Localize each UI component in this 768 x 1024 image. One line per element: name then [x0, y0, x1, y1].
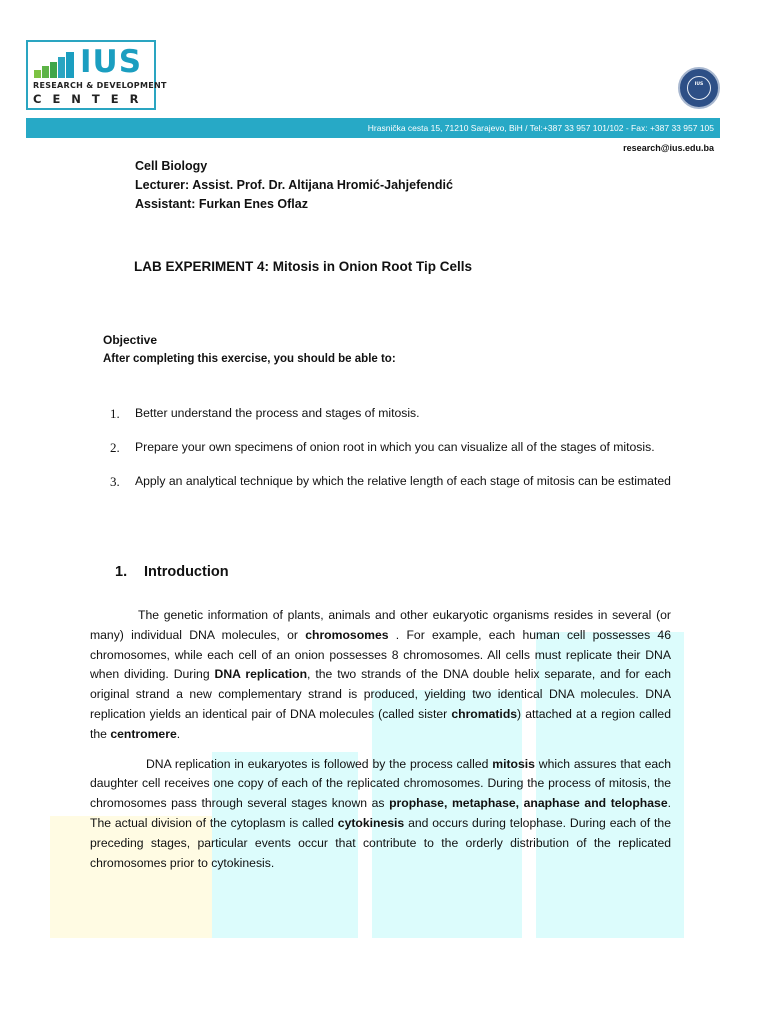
objective-intro: After completing this exercise, you should be able to: — [103, 353, 396, 365]
course-name: Cell Biology — [135, 159, 208, 173]
seal-text: IUS — [694, 82, 704, 87]
text-run: which assures that each daughter cell receives one copy of each of the replicated chromosomes. During the process of mitosis, the chromosomes pass through several stages known as — [90, 756, 672, 811]
term-mitosis: mitosis — [492, 756, 535, 771]
section-heading-introduction — [115, 564, 229, 580]
ius-logo — [26, 40, 167, 110]
section-number: 1. — [115, 564, 128, 580]
logo-subtitle: RESEARCH & DEVELOPMENT — [33, 81, 167, 90]
header-address: Hrasnička cesta 15, 71210 Sarajevo, BiH / Tel:+387 33 957 101/102 - Fax: +387 33 957 105 — [367, 123, 714, 133]
text-run: The genetic information of plants, animals and other eukaryotic organisms resides in several (or many) individual DNA molecules, or — [90, 608, 671, 642]
list-item-text: Apply an analytical technique by which the relative length of each stage of mitosis can be estimated — [135, 474, 671, 488]
lab-title: LAB EXPERIMENT 4: Mitosis in Onion Root Tip Cells — [134, 259, 473, 274]
bar-chart-logo-icon — [34, 50, 76, 78]
paragraph-2 — [90, 755, 671, 874]
term-cytokinesis: cytokinesis — [337, 815, 405, 830]
logo-wordmark: IUS — [80, 44, 143, 80]
term-centromere: centromere — [110, 726, 177, 741]
text-run: . The actual division of the cytoplasm is called — [90, 796, 671, 830]
objective-heading: Objective — [103, 333, 158, 347]
lecturer-line: Lecturer: Assist. Prof. Dr. Altijana Hromić-Jahjefendić — [135, 178, 453, 192]
text-run: DNA replication in eukaryotes is followed by the process called — [146, 756, 493, 771]
term-chromatids: chromatids — [451, 706, 518, 721]
paragraph-1 — [90, 606, 671, 745]
section-title: Introduction — [144, 564, 229, 580]
term-chromosomes: chromosomes — [305, 627, 389, 642]
header-band — [26, 118, 720, 138]
term-stages: prophase, metaphase, anaphase and telophase — [389, 796, 668, 811]
logo-center-text: CENTER — [33, 92, 150, 106]
text-run: . For example, each human cell possesses 46 chromosomes, while each cell of an onion possesses 8 chromosomes. All cells must replicate their DNA when dividing. During — [90, 627, 671, 682]
text-run: ) attached at a region called the — [90, 706, 671, 741]
header-email: research@ius.edu.ba — [623, 143, 714, 153]
list-item-number: 3. — [110, 474, 120, 489]
term-dna-replication: DNA replication — [214, 667, 308, 682]
course-info — [135, 157, 453, 214]
list-item-text: Better understand the process and stages of mitosis. — [135, 406, 420, 420]
text-run: . — [176, 726, 181, 741]
list-item — [110, 438, 677, 457]
objective-list — [110, 404, 677, 506]
text-run: and occurs during telophase. During each of the preceding stages, particular events occur that contribute to the orderly distribution of the replicated chromosomes prior to cytokinesis. — [90, 815, 671, 870]
seal-inner-ring — [687, 76, 711, 100]
university-seal-icon — [678, 67, 720, 109]
list-item-text: Prepare your own specimens of onion root in which you can visualize all of the stages of mitosis. — [135, 440, 655, 454]
assistant-line: Assistant: Furkan Enes Oflaz — [135, 197, 308, 211]
list-item — [110, 404, 677, 423]
text-run: , the two strands of the DNA double helix separate, and for each original strand a new complementary strand is produced, yielding two identical DNA molecules. DNA replication yields an identical pair of DNA molecules (called sister — [90, 667, 672, 721]
list-item-number: 1. — [110, 406, 120, 421]
introduction-body — [90, 606, 671, 883]
list-item — [110, 472, 677, 491]
list-item-number: 2. — [110, 440, 120, 455]
